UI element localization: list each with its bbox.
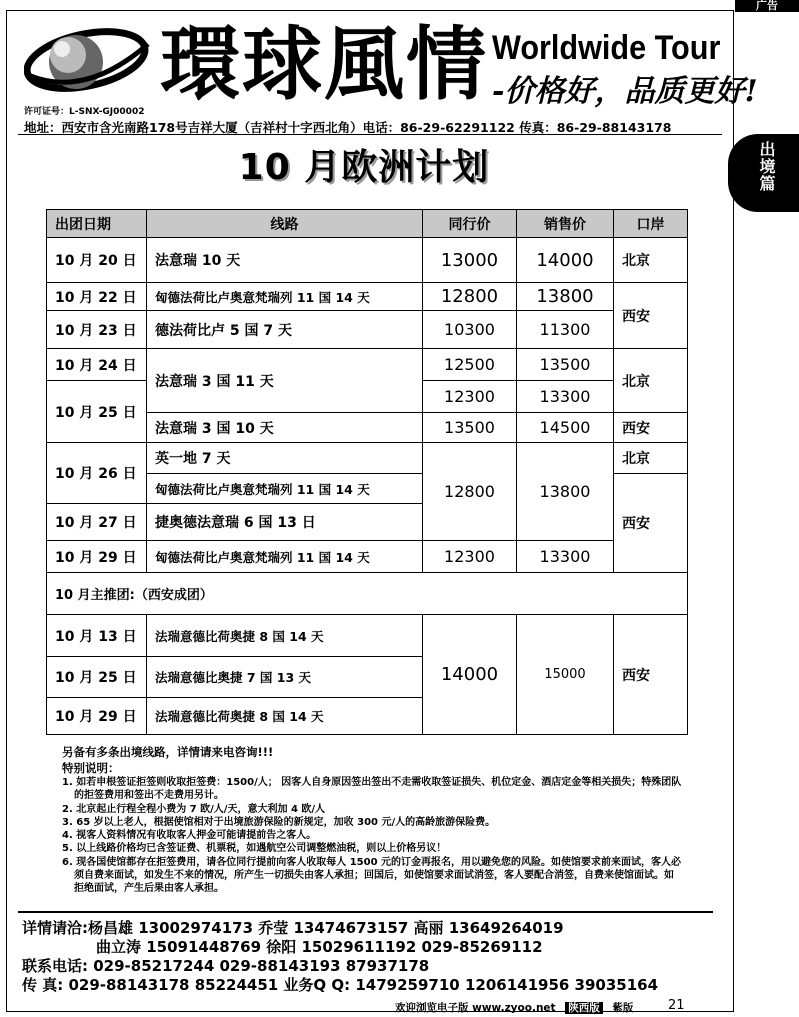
contact-phones: 联系电话: 029-85217244 029-88143193 87937178 (22, 957, 430, 975)
edition-color: 紫版 (612, 1002, 634, 1014)
departure-date: 10 月 13 日 (47, 615, 147, 657)
table-row (47, 443, 688, 474)
section-tab-outbound (728, 134, 799, 212)
contact-persons: 详情请洽:杨昌雄 13002974173 乔莹 13474673157 高丽 13649264019 (22, 919, 564, 937)
company-logo (24, 22, 154, 102)
sale-price: 13300 (517, 381, 614, 413)
departure-date: 10 月 29 日 (47, 698, 147, 735)
table-row (47, 615, 688, 657)
route: 法瑞意德比荷奥捷 8 国 14 天 (147, 615, 423, 657)
ad-tag: 广告 (735, 0, 799, 12)
section-tab-char: 境 (759, 157, 776, 176)
section-tab-char: 出 (759, 140, 776, 159)
notes-heading: 特别说明： (62, 761, 120, 775)
license-number: 许可证号：L-SNX-GJ00002 (24, 107, 145, 117)
port: 西安 (614, 283, 688, 349)
port: 西安 (614, 413, 688, 443)
peer-price: 12500 (423, 349, 517, 381)
note-item: 6. 现各国使馆都存在拒签费用，请各位同行提前向客人收取每人 1500 元的订金再报名，用以避免您的风险。如使馆要求前来面试，客人必须自费来面试，如发生不来的情况，所产生一切损失由客人承担；回国后，如使馆要求面试消签，客人要配合消签，自费来使馆面试。如拒绝面试，产生后果由客人承担。 (62, 856, 682, 895)
note-item: 3. 65 岁以上老人，根据使馆相对于出境旅游保险的新规定，加收 300 元/人的高龄旅游保险费。 (62, 816, 496, 828)
sale-price: 14500 (517, 413, 614, 443)
route: 法瑞意德比荷奥捷 8 国 14 天 (147, 698, 423, 735)
sale-price: 13300 (517, 541, 614, 573)
departure-date: 10 月 24 日 (47, 349, 147, 381)
contact-divider (18, 911, 713, 913)
col-header-date: 出团日期 (47, 210, 147, 238)
port: 西安 (614, 615, 688, 735)
page-title: 10 月欧洲计划 (238, 147, 490, 188)
note-item: 4. 视客人资料情况有收取客人押金可能请提前告之客人。 (62, 830, 317, 842)
peer-price: 14000 (423, 615, 517, 735)
table-row (47, 238, 688, 283)
sale-price: 13800 (517, 443, 614, 541)
table-row (47, 349, 688, 381)
departure-date: 10 月 26 日 (47, 443, 147, 504)
sale-price: 13800 (517, 283, 614, 311)
header-divider (18, 134, 722, 135)
col-header-port: 口岸 (614, 210, 688, 238)
globe-logo-icon (24, 22, 154, 102)
tour-schedule-table (46, 209, 688, 735)
departure-date: 10 月 25 日 (47, 657, 147, 698)
note-item: 1. 如若申根签证拒签则收取拒签费：1500/人； 因客人自身原因签出签出不走需收取签证损失、机位定金、酒店定金等相关损失；特殊团队的拒签费用和签出不走费用另计。 (62, 777, 682, 802)
table-section-row (47, 573, 688, 615)
peer-price: 13000 (423, 238, 517, 283)
peer-price: 10300 (423, 311, 517, 349)
contact-persons-2: 曲立涛 15091448769 徐阳 15029611192 029-85269112 (96, 938, 543, 956)
route: 匈德法荷比卢奥意梵瑞列 11 国 14 天 (147, 474, 423, 504)
section-tab-char: 篇 (759, 174, 776, 193)
featured-tours-heading: 10 月主推团:（西安成团） (47, 573, 688, 615)
edition-badge: 陕西版 (565, 1002, 603, 1014)
peer-price: 12300 (423, 541, 517, 573)
port: 西安 (614, 474, 688, 573)
note-item: 5. 以上线路价格均已含签证费、机票税，如遇航空公司调整燃油税，则以上价格另议！ (62, 843, 447, 855)
route: 德法荷比卢 5 国 7 天 (147, 311, 423, 349)
route: 英一地 7 天 (147, 443, 423, 474)
company-address: 地址：西安市含光南路178号吉祥大厦（吉祥村十字西北角）电话：86-29-62291122 传真：86-29-88143178 (24, 120, 672, 135)
contact-fax-qq: 传 真: 029-88143178 85224451 业务Q Q: 1479259710 1206141956 39035164 (22, 976, 659, 994)
route: 法意瑞 3 国 11 天 (147, 349, 423, 413)
peer-price: 12800 (423, 443, 517, 541)
note-item: 2. 北京起止行程全程小费为 7 欧/人/天，意大利加 4 欧/人 (62, 803, 326, 815)
more-routes-notice: 另备有多条出境线路，详情请来电咨询!!! (62, 745, 274, 759)
table-row (47, 311, 688, 349)
brand-name-cn: 環球風情 (160, 17, 488, 111)
port: 北京 (614, 443, 688, 474)
departure-date: 10 月 27 日 (47, 504, 147, 541)
route: 匈德法荷比卢奥意梵瑞列 11 国 14 天 (147, 283, 423, 311)
sale-price: 15000 (517, 615, 614, 735)
sale-price: 14000 (517, 238, 614, 283)
sale-price: 11300 (517, 311, 614, 349)
footer-website: 欢迎浏览电子版 www.zyoo.net (395, 1002, 556, 1014)
table-row (47, 283, 688, 311)
brand-slogan: -价格好，品质更好! (492, 74, 758, 109)
col-header-peer-price: 同行价 (423, 210, 517, 238)
page-footer (395, 1000, 633, 1015)
peer-price: 12300 (423, 381, 517, 413)
peer-price: 13500 (423, 413, 517, 443)
route: 法意瑞 3 国 10 天 (147, 413, 423, 443)
departure-date: 10 月 23 日 (47, 311, 147, 349)
col-header-route: 线路 (147, 210, 423, 238)
col-header-sale-price: 销售价 (517, 210, 614, 238)
special-notes (62, 744, 682, 896)
route: 法瑞意德比奥捷 7 国 13 天 (147, 657, 423, 698)
sale-price: 13500 (517, 349, 614, 381)
route: 捷奥德法意瑞 6 国 13 日 (147, 504, 423, 541)
departure-date: 10 月 25 日 (47, 381, 147, 443)
table-header-row (47, 210, 688, 238)
departure-date: 10 月 29 日 (47, 541, 147, 573)
departure-date: 10 月 20 日 (47, 238, 147, 283)
brand-name-en: Worldwide Tour (492, 29, 721, 67)
page-number: 21 (668, 998, 685, 1013)
port: 北京 (614, 238, 688, 283)
departure-date: 10 月 22 日 (47, 283, 147, 311)
route: 匈德法荷比卢奥意梵瑞列 11 国 14 天 (147, 541, 423, 573)
port: 北京 (614, 349, 688, 413)
peer-price: 12800 (423, 283, 517, 311)
table-row (47, 541, 688, 573)
route: 法意瑞 10 天 (147, 238, 423, 283)
